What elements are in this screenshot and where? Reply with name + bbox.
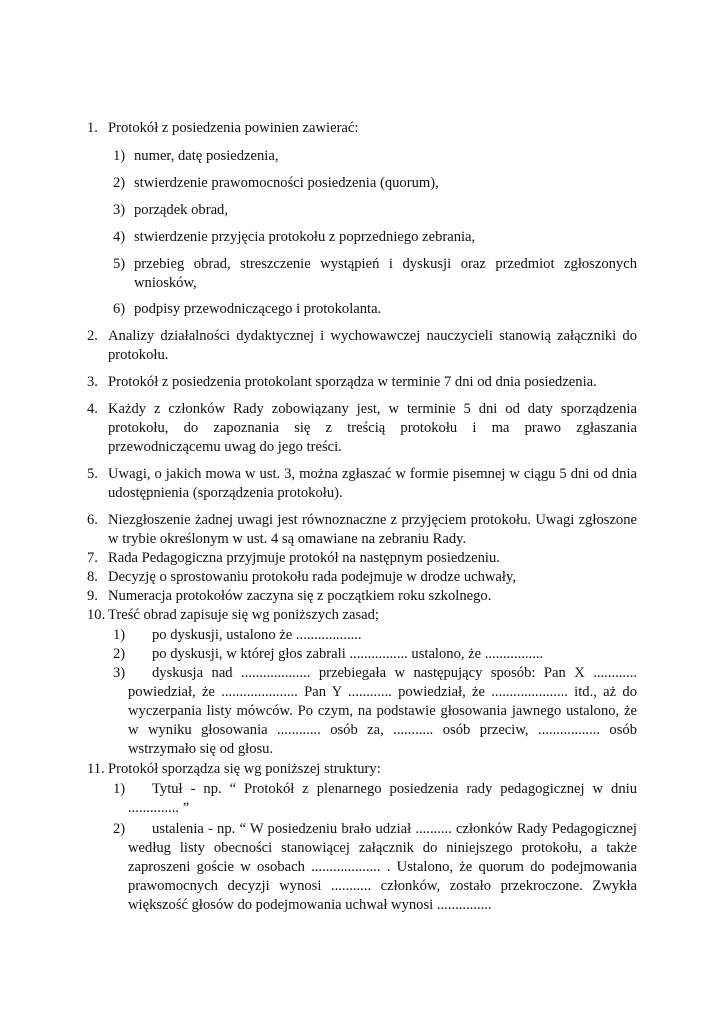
item-text-line: udostępnienia (sporządzenia protokołu). bbox=[108, 485, 343, 501]
item-text-line: Uwagi, o jakich mowa w ust. 3, można zgłaszać w formie pisemnej w ciągu 5 dni od dnia bbox=[108, 466, 637, 482]
item-text: Treść obrad zapisuje się wg poniższych zasad; bbox=[108, 607, 379, 623]
sub-item-text: porządek obrad, bbox=[134, 202, 229, 218]
sub-item-number: 4) bbox=[113, 229, 126, 245]
item-text: Numeracja protokołów zaczyna się z początkiem roku szkolnego. bbox=[108, 588, 492, 604]
sub-item-text-line: według listy obecności stanowiącej załącznik do niniejszego protokołu, a także bbox=[128, 840, 637, 856]
item-number: 7. bbox=[87, 550, 98, 566]
sub-item-text: stwierdzenie prawomocności posiedzenia (quorum), bbox=[134, 175, 439, 191]
item-number: 10. bbox=[87, 607, 106, 623]
item-text-line: protokołu, do zapoznania się z treścią protokołu i ma prawo zgłaszania bbox=[108, 420, 637, 436]
sub-item-number: 1) bbox=[113, 148, 126, 164]
item-text-line: protokołu. bbox=[108, 347, 169, 363]
sub-item-text-line: zaproszeni goście w osobach ................... . Ustalono, że quorum do podejmowania bbox=[128, 859, 637, 875]
item-number: 4. bbox=[87, 401, 98, 417]
sub-item-text-line: ustalenia - np. “ W posiedzeniu brało udział .......... członków Rady Pedagogicznej bbox=[152, 821, 637, 837]
item-number: 6. bbox=[87, 512, 98, 528]
item-number: 5. bbox=[87, 466, 98, 482]
sub-item-text-line: dyskusja nad ................... przebiegała w następujący sposób: Pan X ............ bbox=[152, 665, 637, 681]
sub-item-number: 1) bbox=[113, 781, 126, 797]
item-text: Rada Pedagogiczna przyjmuje protokół na następnym posiedzeniu. bbox=[108, 550, 500, 566]
sub-item-text-line: większość głosów do podejmowania uchwał wynosi ............... bbox=[128, 897, 492, 913]
sub-item-text-line: wniosków, bbox=[134, 275, 197, 291]
sub-item-text: numer, datę posiedzenia, bbox=[134, 148, 279, 164]
sub-item-text-line: Tytuł - np. “ Protokół z plenarnego posiedzenia rady pedagogicznej w dniu bbox=[152, 781, 637, 797]
item-text-line: Analizy działalności dydaktycznej i wychowawczej nauczycieli stanowią załączniki do bbox=[108, 328, 637, 344]
sub-item-number: 2) bbox=[113, 175, 126, 191]
item-number: 3. bbox=[87, 374, 98, 390]
sub-item-text-line: przebieg obrad, streszczenie wystąpień i dyskusji oraz przedmiot zgłoszonych bbox=[134, 256, 637, 272]
item-text-line: Niezgłoszenie żadnej uwagi jest równoznaczne z przyjęciem protokołu. Uwagi zgłoszone bbox=[108, 512, 637, 528]
item-text-line: w trybie określonym w ust. 4 są omawiane na zebraniu Rady. bbox=[108, 531, 467, 547]
sub-item-number: 2) bbox=[113, 646, 126, 662]
item-text: Decyzję o sprostowaniu protokołu rada podejmuje w drodze uchwały, bbox=[108, 569, 516, 585]
item-number: 11. bbox=[87, 761, 105, 777]
item-number: 1. bbox=[87, 120, 98, 136]
item-text-line: przewodniczącemu uwag do jego treści. bbox=[108, 439, 342, 455]
sub-item-text-line: wyczerpania listy mówców. Po czym, na podstawie głosowania jawnego ustalono, że bbox=[128, 703, 637, 719]
sub-item-text-line: w wyniku głosowania ............ osób za, ........... osób przeciw, ................. osób bbox=[128, 722, 637, 738]
sub-item-text: podpisy przewodniczącego i protokolanta. bbox=[134, 301, 382, 317]
item-number: 8. bbox=[87, 569, 98, 585]
sub-item-text-line: .............. ” bbox=[128, 800, 190, 816]
sub-item-text-line: prawomocnych decyzji wynosi ........... członków, zostało przekroczone. Zwykła bbox=[128, 878, 637, 894]
sub-item-number: 2) bbox=[113, 821, 126, 837]
item-text: Protokół sporządza się wg poniższej struktury: bbox=[108, 761, 381, 777]
item-text: Protokół z posiedzenia powinien zawierać: bbox=[108, 120, 359, 136]
sub-item-number: 5) bbox=[113, 256, 126, 272]
sub-item-text: po dyskusji, w której głos zabrali ................ ustalono, że ................ bbox=[152, 646, 544, 662]
sub-item-text-line: powiedział, że ..................... Pan Y ............ powiedział, że ..................... itd., aż do bbox=[128, 684, 637, 700]
sub-item-number: 6) bbox=[113, 301, 126, 317]
item-number: 2. bbox=[87, 328, 98, 344]
sub-item-number: 3) bbox=[113, 202, 126, 218]
sub-item-text: stwierdzenie przyjęcia protokołu z poprzedniego zebrania, bbox=[134, 229, 476, 245]
sub-item-number: 1) bbox=[113, 627, 126, 643]
sub-item-number: 3) bbox=[113, 665, 126, 681]
item-text: Protokół z posiedzenia protokolant sporządza w terminie 7 dni od dnia posiedzenia. bbox=[108, 374, 597, 390]
sub-item-text-line: wstrzymało się od głosu. bbox=[128, 741, 274, 757]
item-number: 9. bbox=[87, 588, 98, 604]
sub-item-text: po dyskusji, ustalono że .................. bbox=[152, 627, 362, 643]
item-text-line: Każdy z członków Rady zobowiązany jest, w terminie 5 dni od daty sporządzenia bbox=[108, 401, 637, 417]
